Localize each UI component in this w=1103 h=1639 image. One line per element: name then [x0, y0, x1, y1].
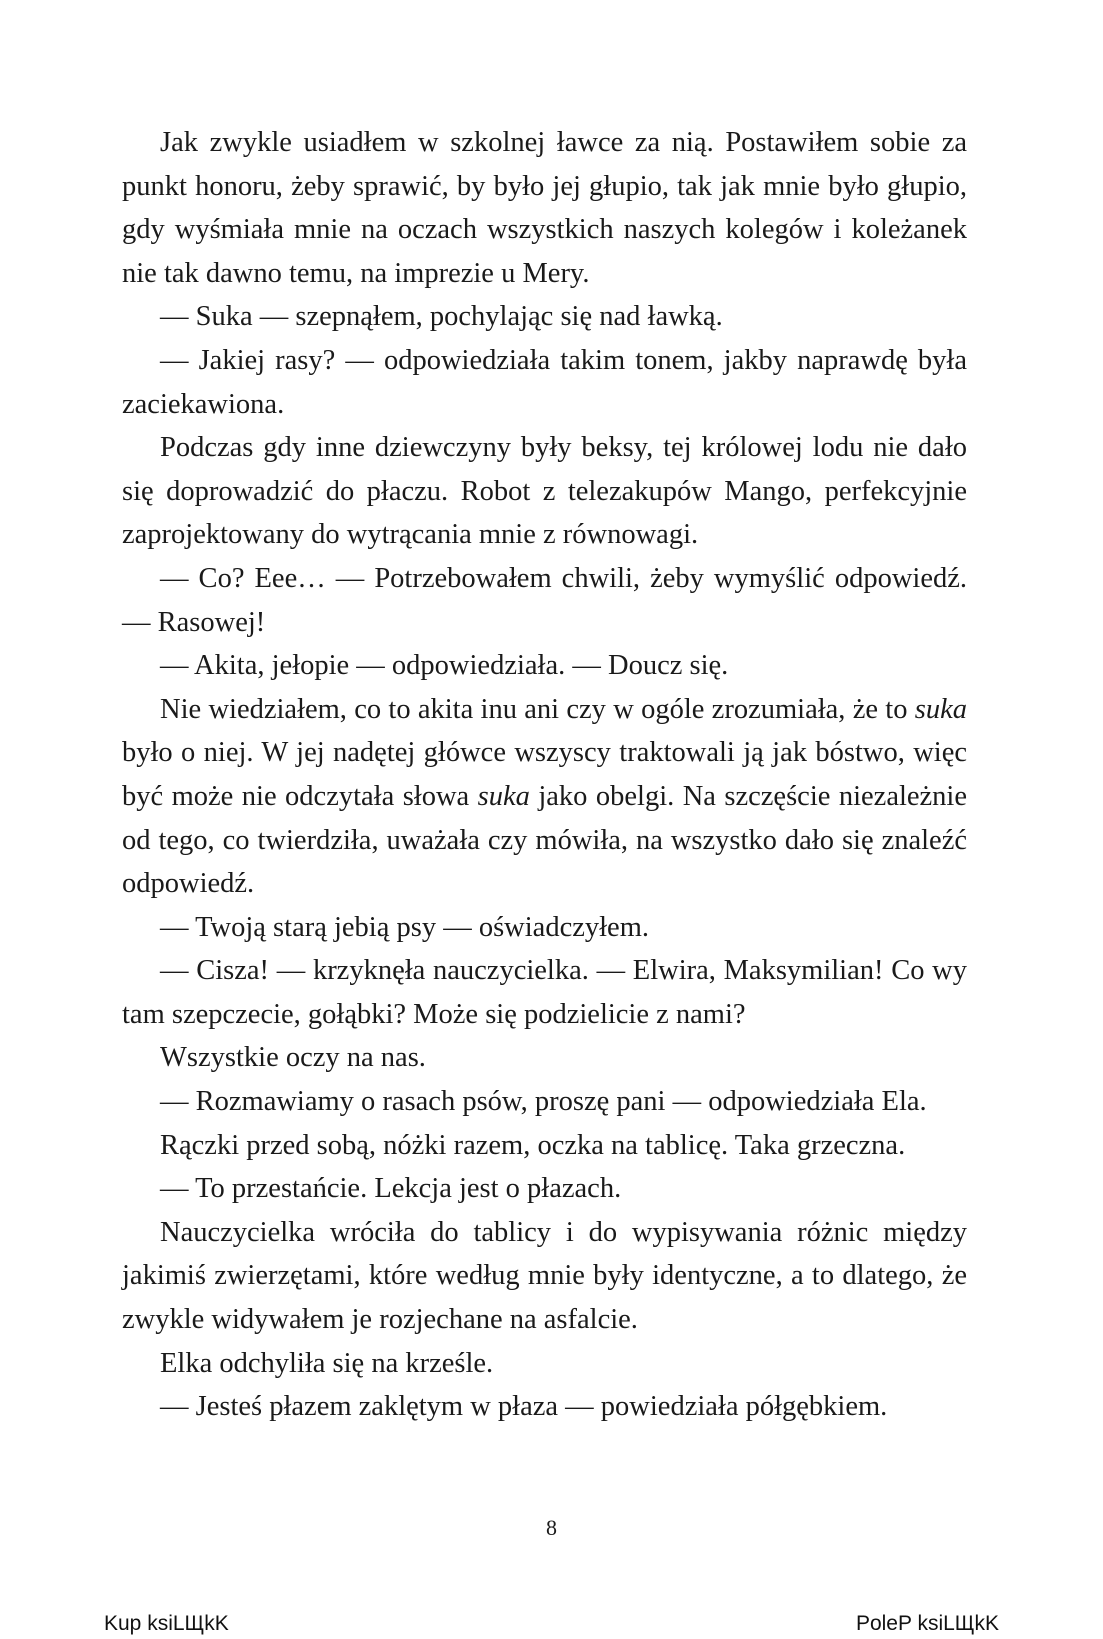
buy-book-link[interactable]: Kup ksiLЩkK [104, 1612, 229, 1635]
paragraph: — Cisza! — krzyknęła nauczycielka. — Elwira, Maksymilian! Co wy tam szepczecie, gołąbki? Może się podzielicie z nami? [122, 955, 967, 1030]
paragraph: — Jesteś płazem zaklętym w płaza — powiedziała półgębkiem. [160, 1391, 888, 1423]
paragraph: — Suka — szepnąłem, pochylając się nad ławką. [160, 301, 723, 333]
paragraph-text: było o niej. W jej nadętej główce wszyscy traktowali ją jak bóstwo, więc być może nie odczytała słowa [122, 737, 967, 812]
paragraph-text: Nie wiedziałem, co to akita inu ani czy w ogóle zrozumiała, że to [160, 693, 915, 725]
page-number: 8 [546, 1515, 557, 1540]
paragraph: Wszystkie oczy na nas. [160, 1042, 426, 1074]
paragraph: Rączki przed sobą, nóżki razem, oczka na tablicę. Taka grzeczna. [160, 1129, 906, 1161]
paragraph: — Akita, jełopie — odpowiedziała. — Doucz się. [160, 650, 729, 682]
italic-word: suka [914, 693, 967, 725]
paragraph-text: jako obelgi. Na szczęście niezależnie od tego, co twierdziła, uważała czy mówiła, na wszystko dało się znaleźć odpowiedź. [122, 780, 967, 900]
body-text [122, 121, 967, 1429]
paragraph: Podczas gdy inne dziewczyny były beksy, tej królowej lodu nie dało się doprowadzić do płaczu. Robot z telezakupów Mango, perfekcyjnie zaprojektowany do wytrącania mnie z równowagi. [122, 432, 967, 551]
paragraph: Elka odchyliła się na krześle. [160, 1347, 494, 1379]
italic-word: suka [477, 780, 530, 812]
paragraph [122, 688, 967, 906]
paragraph: — Jakiej rasy? — odpowiedziała takim tonem, jakby naprawdę była zaciekawiona. [122, 344, 967, 420]
paragraph: Nauczycielka wróciła do tablicy i do wypisywania różnic między jakimiś zwierzętami, które według mnie były identyczne, a to dlatego, że zwykle widywałem je rozjechane na asfalcie. [122, 1216, 967, 1336]
paragraph: — Co? Eee… — Potrzebowałem chwili, żeby wymyślić odpowiedź. — Rasowej! [122, 562, 967, 638]
paragraph: — To przestańcie. Lekcja jest o płazach. [160, 1173, 622, 1205]
recommend-book-link[interactable]: PoleP ksiLЩkK [855, 1612, 999, 1635]
paragraph: — Rozmawiamy o rasach psów, proszę pani — odpowiedziała Ela. [160, 1086, 927, 1118]
paragraph: — Twoją starą jebią psy — oświadczyłem. [160, 911, 649, 943]
paragraph: Jak zwykle usiadłem w szkolnej ławce za nią. Postawiłem sobie za punkt honoru, żeby sprawić, by było jej głupio, tak jak mnie było głupio, gdy wyśmiała mnie na oczach wszystkich naszych kolegów i koleżanek nie tak dawno temu, na imprezie u Mery. [122, 127, 967, 289]
